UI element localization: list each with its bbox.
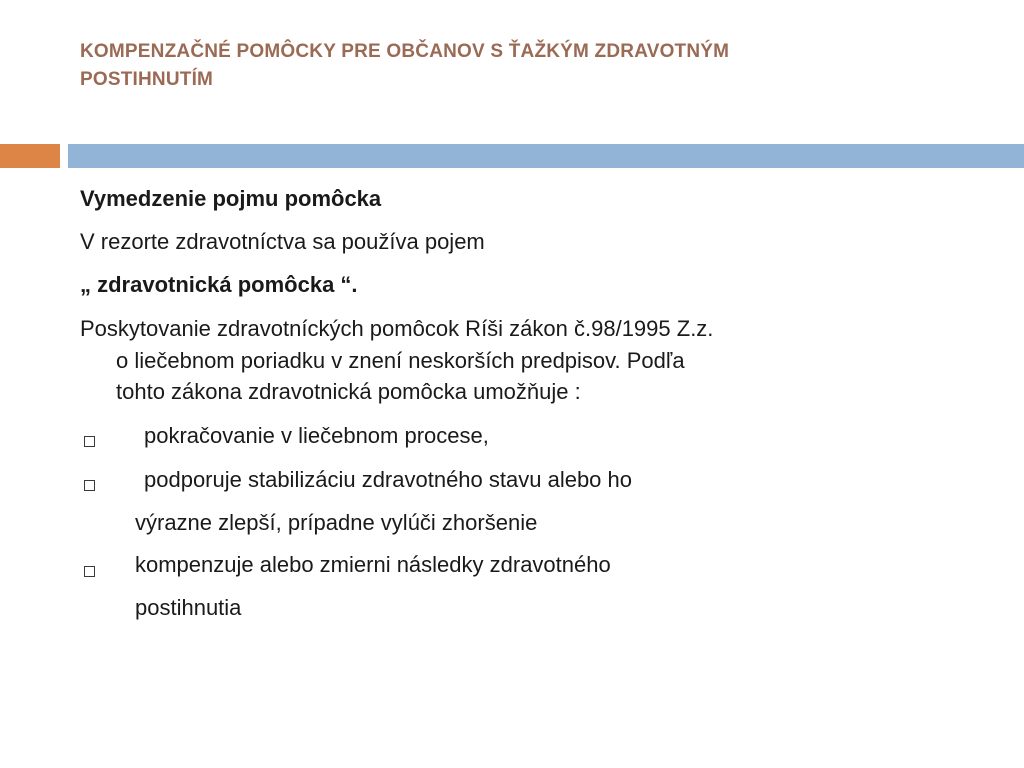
bullet-item-3-continuation: postihnutia [135, 595, 242, 620]
divider-bar [68, 144, 1024, 168]
bullet-item-2-continuation: výrazne zlepší, prípadne vylúči zhoršenie [135, 510, 538, 535]
slide-title [80, 38, 960, 94]
title-line-2: POSTIHNUTÍM [80, 69, 214, 90]
content-term: „ zdravotnická pomôcka “. [80, 272, 358, 297]
bullet-item-2: podporuje stabilizáciu zdravotného stavu alebo ho [144, 467, 632, 492]
content-heading: Vymedzenie pojmu pomôcka [80, 186, 382, 211]
paragraph-line-1: Poskytovanie zdravotníckých pomôcok Ríši zákon č.98/1995 Z.z. [80, 316, 714, 341]
paragraph-line-3: tohto zákona zdravotnická pomôcka umožňuje : [116, 379, 581, 404]
accent-bar [0, 144, 60, 168]
square-bullet-icon [84, 566, 95, 577]
title-line-1: KOMPENZAČNÉ POMÔCKY PRE OBČANOV S ŤAŽKÝM ZDRAVOTNÝM [80, 41, 730, 62]
square-bullet-icon [84, 436, 95, 447]
bullet-item-3: kompenzuje alebo zmierni následky zdravotného [135, 552, 611, 577]
content-line: V rezorte zdravotníctva sa používa pojem [80, 229, 485, 254]
square-bullet-icon [84, 480, 95, 491]
bullet-item-1: pokračovanie v liečebnom procese, [144, 423, 489, 448]
paragraph-line-2: o liečebnom poriadku v znení neskorších predpisov. Podľa [116, 348, 685, 373]
